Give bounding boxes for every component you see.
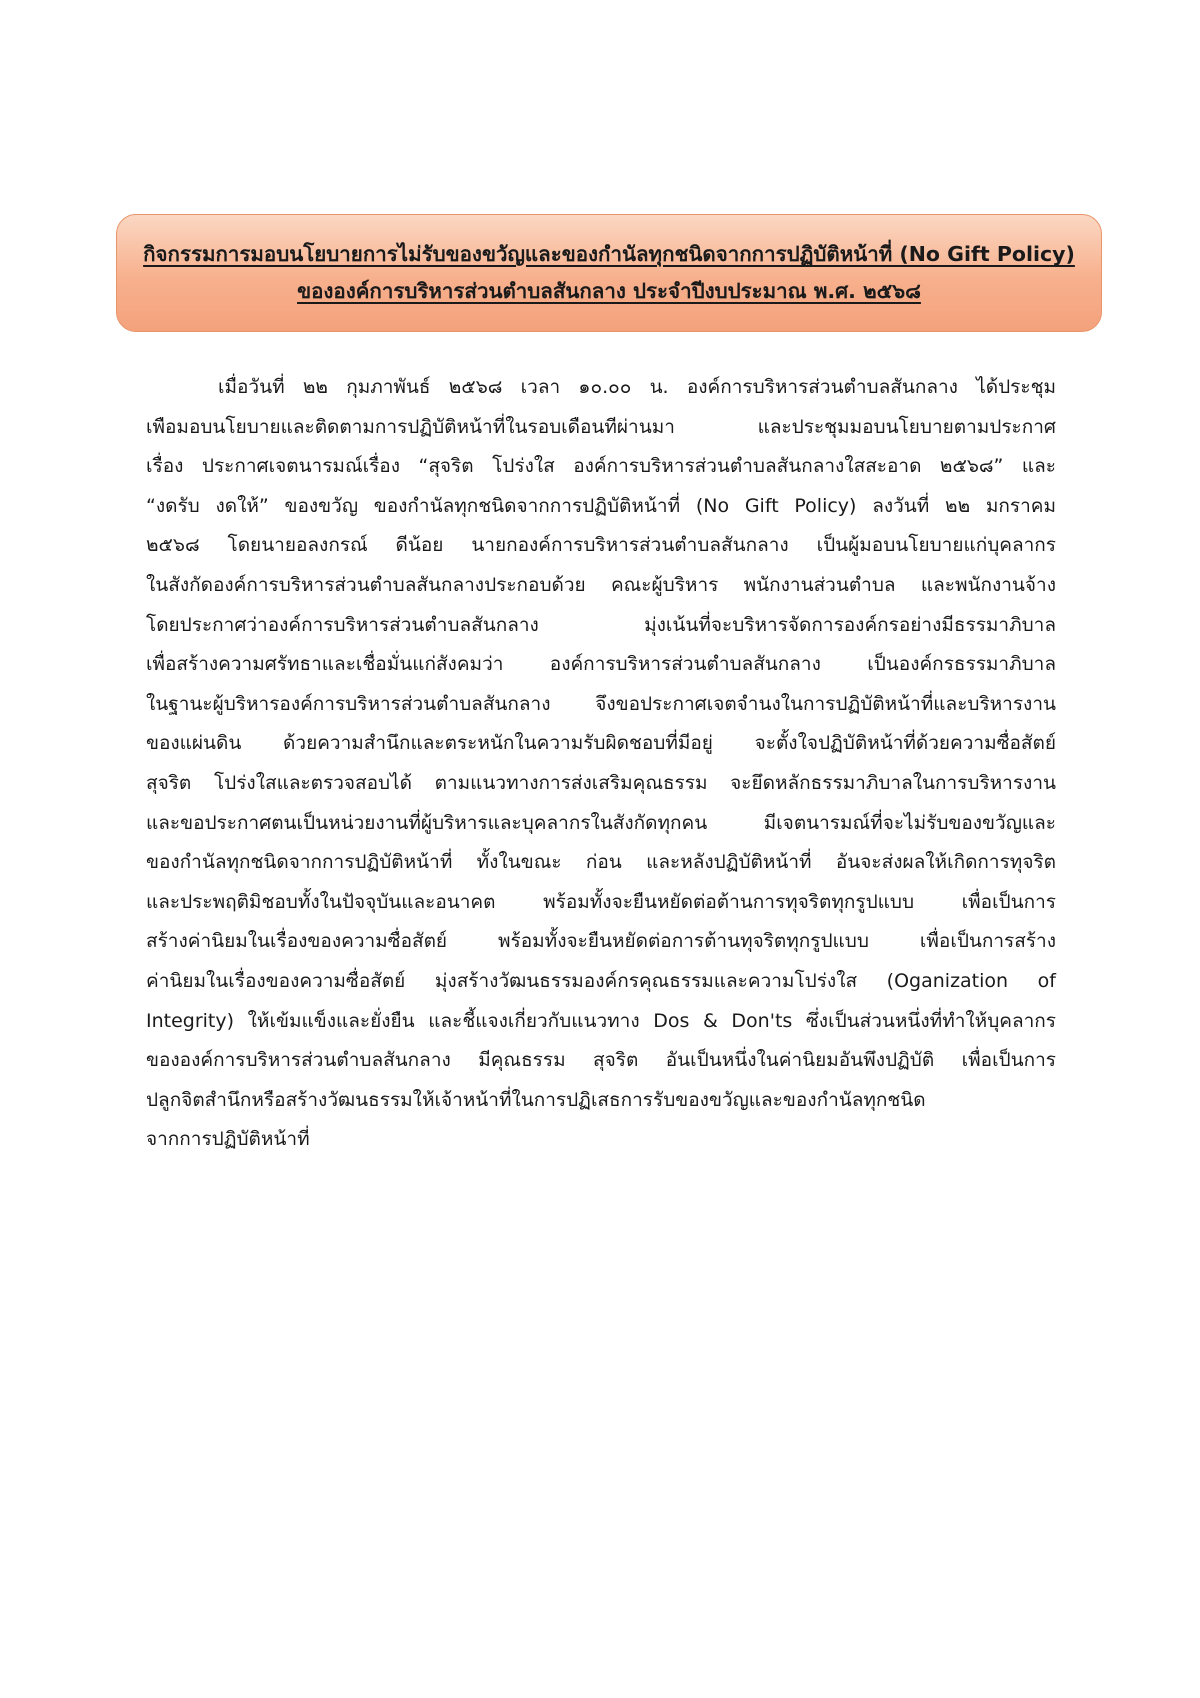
paragraph-line: ๒๕๖๘ โดยนายอลงกรณ์ ดีน้อย นายกองค์การบริหารส่วนตำบลสันกลาง เป็นผู้มอบนโยบายแก่บุคลากร [146,534,1056,557]
paragraph-line: สร้างค่านิยมในเรื่องของความซื่อสัตย์ พร้อมทั้งจะยืนหยัดต่อการต้านทุจริตทุกรูปแบบ เพื่อเป็นการสร้าง [146,930,1056,953]
paragraph-line: ในสังกัดองค์การบริหารส่วนตำบลสันกลางประกอบด้วย คณะผู้บริหาร พนักงานส่วนตำบล และพนักงานจ้าง [146,573,1056,596]
title-line-2: ขององค์การบริหารส่วนตำบลสันกลาง ประจำปีงบประมาณ พ.ศ. ๒๕๖๘ [297,279,921,303]
paragraph-line: และประพฤติมิชอบทั้งในปัจจุบันและอนาคต พร้อมทั้งจะยืนหยัดต่อต้านการทุจริตทุกรูปแบบ เพื่อเป็นการ [146,890,1056,913]
paragraph-line: ค่านิยมในเรื่องของความซื่อสัตย์ มุ่งสร้างวัฒนธรรมองค์กรคุณธรรมและความโปร่งใส (Oganization of [146,969,1056,992]
paragraph-line: จากการปฏิบัติหน้าที่ [146,1128,310,1151]
paragraph-line: เพือมอบนโยบายและติดตามการปฏิบัติหน้าที่ในรอบเดือนทีผ่านมา และประชุมมอบนโยบายตามประกาศ [146,415,1056,438]
paragraph-line: Integrity) ให้เข้มแข็งและยั่งยืน และชี้แจงเกี่ยวกับแนวทาง Dos & Don'ts ซึ่งเป็นส่วนหนึ่งที่ทำให้บุคลากร [146,1009,1056,1032]
paragraph-line: เรื่อง ประกาศเจตนารมณ์เรื่อง “สุจริต โปร่งใส องค์การบริหารส่วนตำบลสันกลางใสสะอาด ๒๕๖๘” และ [146,455,1056,478]
paragraph-line: เพื่อสร้างความศรัทธาและเชื่อมั่นแก่สังคมว่า องค์การบริหารส่วนตำบลสันกลาง เป็นองค์กรธรรมาภิบาล [146,653,1056,676]
title-box [116,214,1102,332]
paragraph-line: “งดรับ งดให้” ของขวัญ ของกำนัลทุกชนิดจากการปฏิบัติหน้าที่ (No Gift Policy) ลงวันที่ ๒๒ มกราคม [146,494,1056,517]
body-paragraph [146,368,1056,1160]
paragraph-line: เมื่อวันที่ ๒๒ กุมภาพันธ์ ๒๕๖๘ เวลา ๑๐.๐๐ น. องค์การบริหารส่วนตำบลสันกลาง ได้ประชุม [218,376,1056,398]
paragraph-line: ขององค์การบริหารส่วนตำบลสันกลาง มีคุณธรรม สุจริต อันเป็นหนึ่งในค่านิยมอันพึงปฏิบัติ เพื่อเป็นการ [146,1049,1056,1072]
title-line-1: กิจกรรมการมอบนโยบายการไม่รับของขวัญและของกำนัลทุกชนิดจากการปฏิบัติหน้าที่ (No Gift Policy) [143,242,1075,267]
paragraph-line: ในฐานะผู้บริหารองค์การบริหารส่วนตำบลสันกลาง จึงขอประกาศเจตจำนงในการปฏิบัติหน้าที่และบริหารงาน [146,692,1056,715]
paragraph-line: ปลูกจิตสำนึกหรือสร้างวัฒนธรรมให้เจ้าหน้าที่ในการปฏิเสธการรับของขวัญและของกำนัลทุกชนิด [146,1088,926,1111]
paragraph-line: และขอประกาศตนเป็นหน่วยงานที่ผู้บริหารและบุคลากรในสังกัดทุกคน มีเจตนารมณ์ที่จะไม่รับของขวัญและ [146,811,1056,834]
paragraph-line: ของแผ่นดิน ด้วยความสำนึกและตระหนักในความรับผิดชอบที่มีอยู่ จะตั้งใจปฏิบัติหน้าที่ด้วยความซื่อสัตย์ [146,732,1056,755]
paragraph-line: ของกำนัลทุกชนิดจากการปฏิบัติหน้าที่ ทั้งในขณะ ก่อน และหลังปฏิบัติหน้าที่ อันจะส่งผลให้เกิดการทุจริต [146,851,1056,874]
paragraph-line: สุจริต โปร่งใสและตรวจสอบได้ ตามแนวทางการส่งเสริมคุณธรรม จะยึดหลักธรรมาภิบาลในการบริหารงาน [146,771,1056,794]
paragraph-line: โดยประกาศว่าองค์การบริหารส่วนตำบลสันกลาง มุ่งเน้นที่จะบริหารจัดการองค์กรอย่างมีธรรมาภิบาล [146,613,1056,636]
